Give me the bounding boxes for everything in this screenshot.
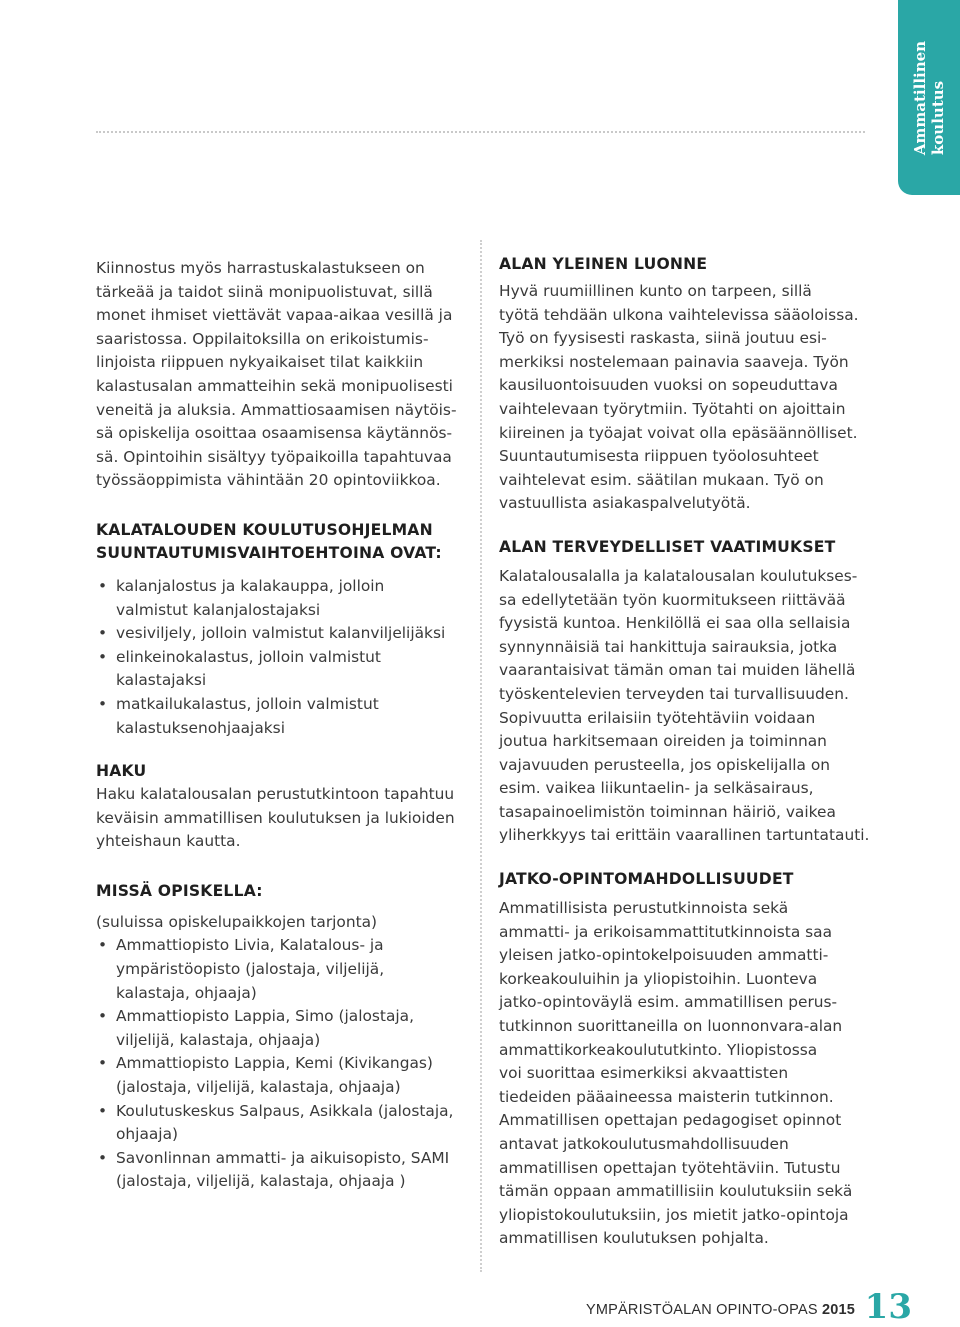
page-number: 13 bbox=[864, 1287, 912, 1327]
health-requirements-paragraph: Kalatalousalalla ja kalatalousalan koulutukses- sa edellytetään työn kuormitukseen riittävää fyysistä kuntoa. Henkilöllä ei saa olla sellaisia synnynnäisiä tai hankittuja sairauksia, jotka vaarantaisivat tämän oman tai muiden lähellä työskentelevien terveyden tai turvallisuuden. Sopivuutta erilaisiin työtehtäviin voidaan joutua harkitsemaan oireiden ja toiminnan vajavuuden perusteella, jos opiskelijalla on esim. vaikea liikuntaelin- ja selkäsairaus, tasapainoelimistön toiminnan häiriö, vaikea yliherkkyys tai erittäin vaarallinen tartuntatauti. bbox=[499, 566, 870, 845]
haku-heading: HAKU bbox=[96, 762, 147, 781]
list-item: • matkailukalastus, jolloin valmistut kalastuksenohjaajaksi bbox=[96, 693, 468, 740]
top-dotted-rule bbox=[96, 131, 865, 133]
general-nature-paragraph: Hyvä ruumiillinen kunto on tarpeen, sillä työtä tehdään ulkona vaihtelevissa sääoloissa. Työ on fyysisesti raskasta, siinä joutuu esi- merkiksi nostelemaan painavia saaveja. Työn kausiluontoisuuden vuoksi on sopeuduttava vaihtelevaan työrytmiin. Työtahti on ajoittain kiireinen ja työajat voivat olla epäsäännölliset. Suuntautumisesta riippuen työolosuhteet vaihtelevat esim. säätilan mukaan. Työ on vastuullista asiakaspalvelutyötä. bbox=[499, 282, 859, 513]
list-item: • Ammattiopisto Lappia, Simo (jalostaja, viljelijä, kalastaja, ohjaaja) bbox=[96, 1005, 468, 1052]
general-nature-heading: ALAN YLEINEN LUONNE bbox=[499, 255, 708, 273]
intro-paragraph: Kiinnostus myös harrastuskalastukseen on tärkeää ja taidot siinä monipuolistuvat, sillä monet ihmiset viettävät vapaa-aikaa vesillä ja saaristossa. Oppilaitoksilla on erikoistumis- linjoista riippuen nykyaikaiset tilat kaikkiin kalastusalan ammatteihin sekä monipuolisesti veneitä ja aluksia. Ammattiosaamisen näytöis- sä opiskelija osoittaa osaamisensa käytännös- sä. Opintoihin sisältyy työpaikoilla tapahtuvaa työssäoppimista vähintään 20 opintoviikkoa. bbox=[96, 259, 457, 490]
left-column bbox=[96, 257, 468, 1194]
haku-paragraph: Haku kalatalousalan perustutkintoon tapahtuu keväisin ammatillisen koulutuksen ja lukioiden yhteishaun kautta. bbox=[96, 785, 455, 851]
paths-list bbox=[96, 575, 468, 740]
section-tab-label: Ammatillinen koulutus bbox=[911, 40, 947, 155]
list-item: • vesiviljely, jolloin valmistut kalanviljelijäksi bbox=[96, 622, 468, 646]
further-studies-heading: JATKO-OPINTOMAHDOLLISUUDET bbox=[499, 870, 794, 889]
schools-list bbox=[96, 934, 468, 1194]
paths-heading: KALATALOUDEN KOULUTUSOHJELMAN SUUNTAUTUMISVAIHTOEHTOINA OVAT: bbox=[96, 520, 442, 562]
list-item: • Ammattiopisto Lappia, Kemi (Kivikangas) (jalostaja, viljelijä, kalastaja, ohjaaja) bbox=[96, 1052, 468, 1099]
further-studies-paragraph: Ammatillisista perustutkinnoista sekä ammatti- ja erikoisammattitutkinnoista saa yleisen jatko-opintokelpoisuuden ammatti- korkeakouluihin ja yliopistoihin. Luonteva jatko-opintoväylä esim. ammatillisen perus- tutkinnon suorittaneilla on luonnonvara-alan ammattikorkeakoulututkinto. Yliopistossa voi suorittaa esimerkiksi akvaattisten tiedeiden pääaineessa maisterin tutkinnon. Ammatillisen opettajan pedagogiset opinnot antavat jatkokoulutusmahdollisuuden ammatillisen opettajan työtehtäviin. Tutustu tämän oppaan ammatillisiin koulutuksiin sekä yliopistokoulutuksiin, jos mietit jatko-opintoja ammatillisen koulutuksen pohjalta. bbox=[499, 899, 853, 1248]
where-to-study-note: (suluissa opiskelupaikkojen tarjonta) bbox=[96, 912, 378, 931]
where-to-study-heading: MISSÄ OPISKELLA: bbox=[96, 881, 263, 900]
section-tab bbox=[898, 0, 960, 195]
list-item: • elinkeinokalastus, jolloin valmistut kalastajaksi bbox=[96, 646, 468, 693]
footer-publication-title: YMPÄRISTÖALAN OPINTO-OPAS 2015 bbox=[586, 1302, 855, 1318]
right-column bbox=[499, 253, 874, 1251]
list-item: • Savonlinnan ammatti- ja aikuisopisto, SAMI (jalostaja, viljelijä, kalastaja, ohjaaja ) bbox=[96, 1147, 468, 1194]
health-requirements-heading: ALAN TERVEYDELLISET VAATIMUKSET bbox=[499, 537, 836, 556]
list-item: • kalanjalostus ja kalakauppa, jolloin valmistut kalanjalostajaksi bbox=[96, 575, 468, 622]
list-item: • Ammattiopisto Livia, Kalatalous- ja ympäristöopisto (jalostaja, viljelijä, kalastaja, ohjaaja) bbox=[96, 934, 468, 1005]
list-item: • Koulutuskeskus Salpaus, Asikkala (jalostaja, ohjaaja) bbox=[96, 1100, 468, 1147]
column-divider bbox=[480, 240, 482, 1272]
